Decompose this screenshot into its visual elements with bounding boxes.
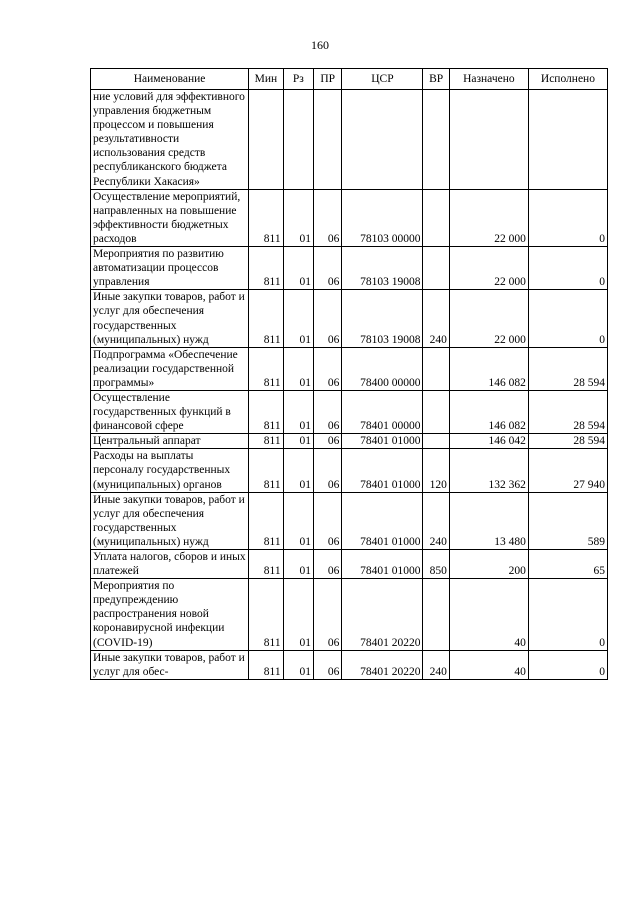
row-min: 811: [249, 650, 283, 679]
row-csr: 78400 00000: [342, 347, 423, 390]
row-rz: [283, 90, 313, 190]
row-min: 811: [249, 347, 283, 390]
row-vr: [423, 90, 449, 190]
row-executed: 27 940: [528, 449, 607, 492]
table-row: [91, 347, 608, 390]
row-executed: 0: [528, 247, 607, 290]
row-pr: 06: [314, 550, 342, 579]
row-min: [249, 90, 283, 190]
table-header-row: [91, 69, 608, 90]
header-rz: Рз: [283, 69, 313, 90]
row-name: [91, 434, 249, 449]
row-rz: 01: [283, 434, 313, 449]
row-vr: [423, 347, 449, 390]
row-name-text: Центральный аппарат: [93, 435, 201, 448]
row-min: 811: [249, 449, 283, 492]
row-vr: 240: [423, 290, 449, 347]
row-vr: 240: [423, 650, 449, 679]
row-pr: 06: [314, 449, 342, 492]
row-csr: [342, 90, 423, 190]
row-pr: 06: [314, 650, 342, 679]
row-csr: 78401 01000: [342, 434, 423, 449]
row-rz: 01: [283, 247, 313, 290]
header-name: Наименование: [91, 69, 249, 90]
row-name-text: ние условий для эффективного управления бюджетным процессом и повышения результативности использования средств республиканского бюджета Республики Хакасия»: [93, 91, 245, 188]
row-rz: 01: [283, 550, 313, 579]
row-name: [91, 579, 249, 650]
row-vr: [423, 390, 449, 433]
row-min: 811: [249, 189, 283, 246]
row-assigned: 146 082: [449, 347, 528, 390]
row-csr: 78103 00000: [342, 189, 423, 246]
row-name-text: Уплата налогов, сборов и иных платежей: [93, 551, 246, 578]
row-csr: 78401 00000: [342, 390, 423, 433]
row-min: 811: [249, 550, 283, 579]
row-pr: [314, 90, 342, 190]
row-rz: 01: [283, 347, 313, 390]
row-pr: 06: [314, 579, 342, 650]
row-name: [91, 189, 249, 246]
row-min: 811: [249, 492, 283, 549]
row-assigned: 146 042: [449, 434, 528, 449]
row-executed: 28 594: [528, 434, 607, 449]
table-row: [91, 290, 608, 347]
page-number: 160: [311, 38, 329, 52]
row-csr: 78103 19008: [342, 247, 423, 290]
header-executed: Исполнено: [528, 69, 607, 90]
row-name: [91, 550, 249, 579]
row-csr: 78103 19008: [342, 290, 423, 347]
row-rz: 01: [283, 290, 313, 347]
row-assigned: 22 000: [449, 290, 528, 347]
row-min: 811: [249, 390, 283, 433]
row-assigned: 40: [449, 579, 528, 650]
row-rz: 01: [283, 650, 313, 679]
row-name: [91, 347, 249, 390]
row-name: [91, 650, 249, 679]
row-executed: 0: [528, 650, 607, 679]
row-executed: 0: [528, 189, 607, 246]
row-min: 811: [249, 434, 283, 449]
row-name-text: Иные закупки товаров, работ и услуг для обеспечения государственных (муниципальных) нужд: [93, 291, 245, 346]
row-csr: 78401 20220: [342, 650, 423, 679]
row-pr: 06: [314, 247, 342, 290]
row-assigned: 22 000: [449, 189, 528, 246]
row-vr: [423, 247, 449, 290]
table-row: [91, 390, 608, 433]
row-vr: 240: [423, 492, 449, 549]
row-assigned: 22 000: [449, 247, 528, 290]
header-pr: ПР: [314, 69, 342, 90]
row-name-text: Мероприятия по развитию автоматизации процессов управления: [93, 248, 224, 289]
row-name-text: Мероприятия по предупреждению распространения новой коронавирусной инфекции (COVID-19): [93, 580, 225, 649]
row-name: [91, 290, 249, 347]
table-row: [91, 550, 608, 579]
row-name: [91, 247, 249, 290]
table-row: [91, 90, 608, 190]
row-rz: 01: [283, 449, 313, 492]
row-pr: 06: [314, 434, 342, 449]
row-pr: 06: [314, 492, 342, 549]
header-assigned: Назначено: [449, 69, 528, 90]
table-row: [91, 579, 608, 650]
row-assigned: [449, 90, 528, 190]
row-executed: [528, 90, 607, 190]
row-executed: 0: [528, 290, 607, 347]
row-min: 811: [249, 247, 283, 290]
table-row: [91, 434, 608, 449]
row-name: [91, 492, 249, 549]
table-row: [91, 449, 608, 492]
table-row: [91, 492, 608, 549]
table-row: [91, 650, 608, 679]
row-vr: [423, 579, 449, 650]
table-row: [91, 189, 608, 246]
row-assigned: 200: [449, 550, 528, 579]
row-rz: 01: [283, 579, 313, 650]
row-rz: 01: [283, 189, 313, 246]
row-executed: 28 594: [528, 390, 607, 433]
row-assigned: 40: [449, 650, 528, 679]
row-name: [91, 390, 249, 433]
row-pr: 06: [314, 189, 342, 246]
row-assigned: 13 480: [449, 492, 528, 549]
header-min: Мин: [249, 69, 283, 90]
row-assigned: 132 362: [449, 449, 528, 492]
row-vr: [423, 189, 449, 246]
header-vr: ВР: [423, 69, 449, 90]
row-csr: 78401 20220: [342, 579, 423, 650]
row-assigned: 146 082: [449, 390, 528, 433]
row-rz: 01: [283, 492, 313, 549]
row-name-text: Осуществление мероприятий, направленных на повышение эффективности бюджетных расходов: [93, 190, 241, 245]
row-vr: [423, 434, 449, 449]
row-name-text: Иные закупки товаров, работ и услуг для обеспечения государственных (муниципальных) нужд: [93, 493, 245, 548]
row-executed: 28 594: [528, 347, 607, 390]
row-name: [91, 90, 249, 190]
row-pr: 06: [314, 390, 342, 433]
row-name-text: Иные закупки товаров, работ и услуг для обес-: [93, 651, 245, 678]
row-csr: 78401 01000: [342, 550, 423, 579]
row-rz: 01: [283, 390, 313, 433]
row-min: 811: [249, 579, 283, 650]
row-executed: 589: [528, 492, 607, 549]
row-executed: 0: [528, 579, 607, 650]
table-row: [91, 247, 608, 290]
row-vr: 850: [423, 550, 449, 579]
row-name-text: Подпрограмма «Обеспечение реализации государственной программы»: [93, 348, 238, 389]
row-csr: 78401 01000: [342, 449, 423, 492]
row-name-text: Расходы на выплаты персоналу государственных (муниципальных) органов: [93, 450, 231, 491]
budget-table: [90, 68, 608, 680]
row-pr: 06: [314, 290, 342, 347]
row-name: [91, 449, 249, 492]
row-name-text: Осуществление государственных функций в финансовой сфере: [93, 391, 231, 433]
row-pr: 06: [314, 347, 342, 390]
row-vr: 120: [423, 449, 449, 492]
header-csr: ЦСР: [342, 69, 423, 90]
row-executed: 65: [528, 550, 607, 579]
row-csr: 78401 01000: [342, 492, 423, 549]
row-min: 811: [249, 290, 283, 347]
